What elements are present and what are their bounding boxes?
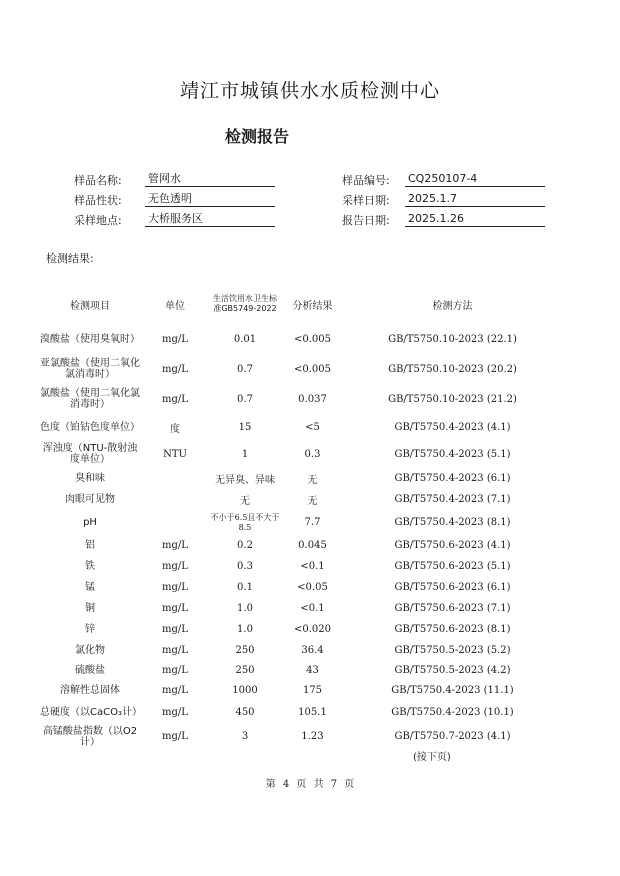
continued-note: (接下页) (413, 752, 451, 763)
cell-unit: mg/L (162, 644, 188, 656)
header-standard-limit: 生活饮用水卫生标准GB5749-2022 (213, 294, 277, 313)
header-method: 检测方法 (432, 300, 473, 312)
cell-limit: 无异臭、异味 (215, 475, 275, 486)
cell-result: <0.005 (293, 333, 331, 345)
table-row (40, 619, 560, 640)
cell-unit: mg/L (162, 624, 188, 635)
cell-method: GB/T5750.4-2023 (4.1) (394, 421, 511, 433)
cell-item: 铜 (85, 603, 95, 614)
sampling-date-value: 2025.1.7 (405, 191, 545, 207)
table-row (40, 577, 560, 598)
cell-limit: 450 (235, 706, 255, 718)
cell-item: 溴酸盐（使用臭氧时） (40, 333, 140, 345)
cell-limit: 15 (238, 421, 252, 433)
cell-unit: mg/L (162, 582, 188, 593)
cell-limit: 3 (241, 731, 249, 742)
table-row (40, 354, 560, 384)
sampling-site-value: 大桥服务区 (145, 211, 275, 227)
cell-unit (140, 468, 210, 489)
cell-item: 硫酸盐 (75, 664, 105, 676)
table-row (40, 384, 560, 414)
cell-limit: 1 (241, 448, 249, 460)
cell-unit: mg/L (162, 664, 188, 676)
sample-name-value: 管网水 (145, 171, 275, 187)
header-unit: 单位 (165, 300, 185, 312)
table-row (40, 701, 560, 723)
cell-result: <0.005 (293, 363, 331, 375)
table-row (40, 440, 560, 468)
cell-unit (140, 489, 210, 510)
header-item: 检测项目 (70, 300, 110, 312)
cell-method: GB/T5750.4-2023 (10.1) (391, 706, 514, 718)
cell-unit: NTU (163, 448, 187, 460)
table-row (40, 640, 560, 660)
cell-unit: mg/L (162, 731, 188, 742)
sample-id-value: CQ250107-4 (405, 171, 545, 187)
cell-result: 0.3 (304, 448, 321, 460)
cell-result: 0.037 (298, 393, 327, 405)
report-title: 检测报告 (225, 127, 290, 146)
table-row (40, 723, 560, 750)
cell-item: 锌 (85, 624, 95, 635)
cell-limit: 0.2 (237, 540, 253, 551)
cell-method: GB/T5750.4-2023 (6.1) (394, 473, 511, 484)
sample-id-label: 样品编号: (342, 174, 390, 187)
cell-item: 肉眼可见物 (65, 494, 115, 505)
cell-item: 臭和味 (75, 473, 105, 484)
organization-title: 靖江市城镇供水水质检测中心 (179, 80, 440, 102)
cell-unit: mg/L (162, 363, 188, 375)
sampling-site-label: 采样地点: (74, 214, 122, 227)
cell-item: 铝 (85, 540, 95, 551)
cell-limit: 250 (235, 664, 255, 676)
cell-method: GB/T5750.5-2023 (4.2) (394, 664, 511, 676)
table-row (40, 535, 560, 556)
sampling-date-label: 采样日期: (342, 194, 390, 207)
cell-limit: 0.01 (233, 333, 257, 345)
table-header-row (40, 284, 560, 324)
cell-method: GB/T5750.4-2023 (7.1) (394, 494, 511, 505)
cell-unit: mg/L (162, 561, 188, 572)
cell-result: <5 (305, 421, 320, 433)
cell-result: 0.045 (298, 540, 327, 551)
sample-trait-label: 样品性状: (74, 194, 122, 207)
table-row (40, 468, 560, 489)
cell-item: 溶解性总固体 (60, 685, 120, 696)
cell-item: 亚氯酸盐（使用二氧化氯消毒时） (40, 358, 140, 380)
cell-result: 7.7 (304, 517, 321, 528)
cell-result: 175 (302, 685, 323, 696)
cell-method: GB/T5750.6-2023 (4.1) (394, 540, 511, 551)
cell-item: 铁 (85, 561, 95, 572)
cell-method: GB/T5750.4-2023 (5.1) (394, 448, 511, 460)
cell-limit: 1000 (232, 685, 258, 696)
cell-limit: 0.1 (237, 582, 253, 593)
cell-limit: 0.3 (237, 561, 253, 572)
cell-method: GB/T5750.6-2023 (8.1) (394, 624, 511, 635)
page-number: 第 4 页 共 7 页 (265, 779, 355, 790)
cell-item: 浑浊度（NTU-散射浊度单位） (42, 443, 138, 465)
cell-item: 氯化物 (75, 644, 105, 656)
report-date-value: 2025.1.26 (405, 211, 545, 227)
cell-limit: 0.7 (237, 363, 253, 375)
cell-item: pH (83, 517, 97, 528)
table-row (40, 324, 560, 354)
cell-limit: 无 (240, 496, 250, 507)
cell-result: <0.05 (297, 582, 328, 593)
table-row (40, 414, 560, 440)
cell-result: <0.1 (300, 603, 325, 614)
cell-unit: 度 (170, 423, 180, 435)
cell-method: GB/T5750.10-2023 (20.2) (388, 363, 517, 375)
cell-result: <0.1 (300, 561, 325, 572)
cell-unit: mg/L (162, 685, 188, 696)
cell-method: GB/T5750.6-2023 (7.1) (394, 603, 511, 614)
table-row (40, 598, 560, 619)
cell-unit (140, 510, 210, 535)
cell-result: 无 (307, 475, 318, 486)
cell-limit: 0.7 (237, 393, 253, 405)
cell-limit: 1.0 (237, 603, 253, 614)
cell-result: 43 (306, 664, 319, 676)
sample-name-label: 样品名称: (74, 174, 122, 187)
cell-item: 总硬度（以CaCO₃计） (40, 706, 142, 718)
results-heading: 检测结果: (46, 252, 94, 265)
table-row (40, 510, 560, 535)
cell-method: GB/T5750.5-2023 (5.2) (394, 644, 511, 656)
table-row (40, 660, 560, 680)
cell-method: GB/T5750.6-2023 (6.1) (394, 582, 511, 593)
cell-item: 锰 (85, 582, 95, 593)
cell-unit: mg/L (162, 333, 188, 345)
sample-trait-value: 无色透明 (145, 191, 275, 207)
cell-method: GB/T5750.7-2023 (4.1) (394, 731, 511, 742)
cell-unit: mg/L (162, 540, 188, 551)
cell-method: GB/T5750.10-2023 (22.1) (388, 333, 517, 345)
cell-result: 105.1 (298, 706, 327, 718)
cell-unit: mg/L (162, 706, 188, 718)
cell-limit: 250 (235, 644, 255, 656)
table-row (40, 680, 560, 701)
cell-item: 色度（铂钴色度单位） (40, 421, 140, 433)
cell-item: 高锰酸盐指数（以O2计） (42, 725, 138, 748)
cell-method: GB/T5750.6-2023 (5.1) (394, 561, 511, 572)
results-body (40, 324, 560, 750)
header-result: 分析结果 (292, 300, 333, 312)
table-row (40, 556, 560, 577)
cell-item: 氯酸盐（使用二氧化氯消毒时） (40, 388, 140, 410)
cell-unit: mg/L (162, 393, 188, 405)
cell-limit: 不小于6.5且不大于8.5 (210, 512, 280, 532)
cell-result: <0.020 (293, 624, 331, 635)
table-row (40, 489, 560, 510)
cell-method: GB/T5750.4-2023 (8.1) (394, 517, 511, 528)
cell-unit: mg/L (162, 603, 188, 614)
results-table (40, 284, 560, 750)
cell-limit: 1.0 (237, 624, 253, 635)
report-date-label: 报告日期: (342, 214, 390, 227)
cell-result: 1.23 (301, 731, 324, 742)
cell-method: GB/T5750.10-2023 (21.2) (388, 393, 517, 405)
cell-method: GB/T5750.4-2023 (11.1) (391, 685, 514, 696)
cell-result: 36.4 (301, 644, 324, 656)
cell-result: 无 (307, 496, 318, 507)
